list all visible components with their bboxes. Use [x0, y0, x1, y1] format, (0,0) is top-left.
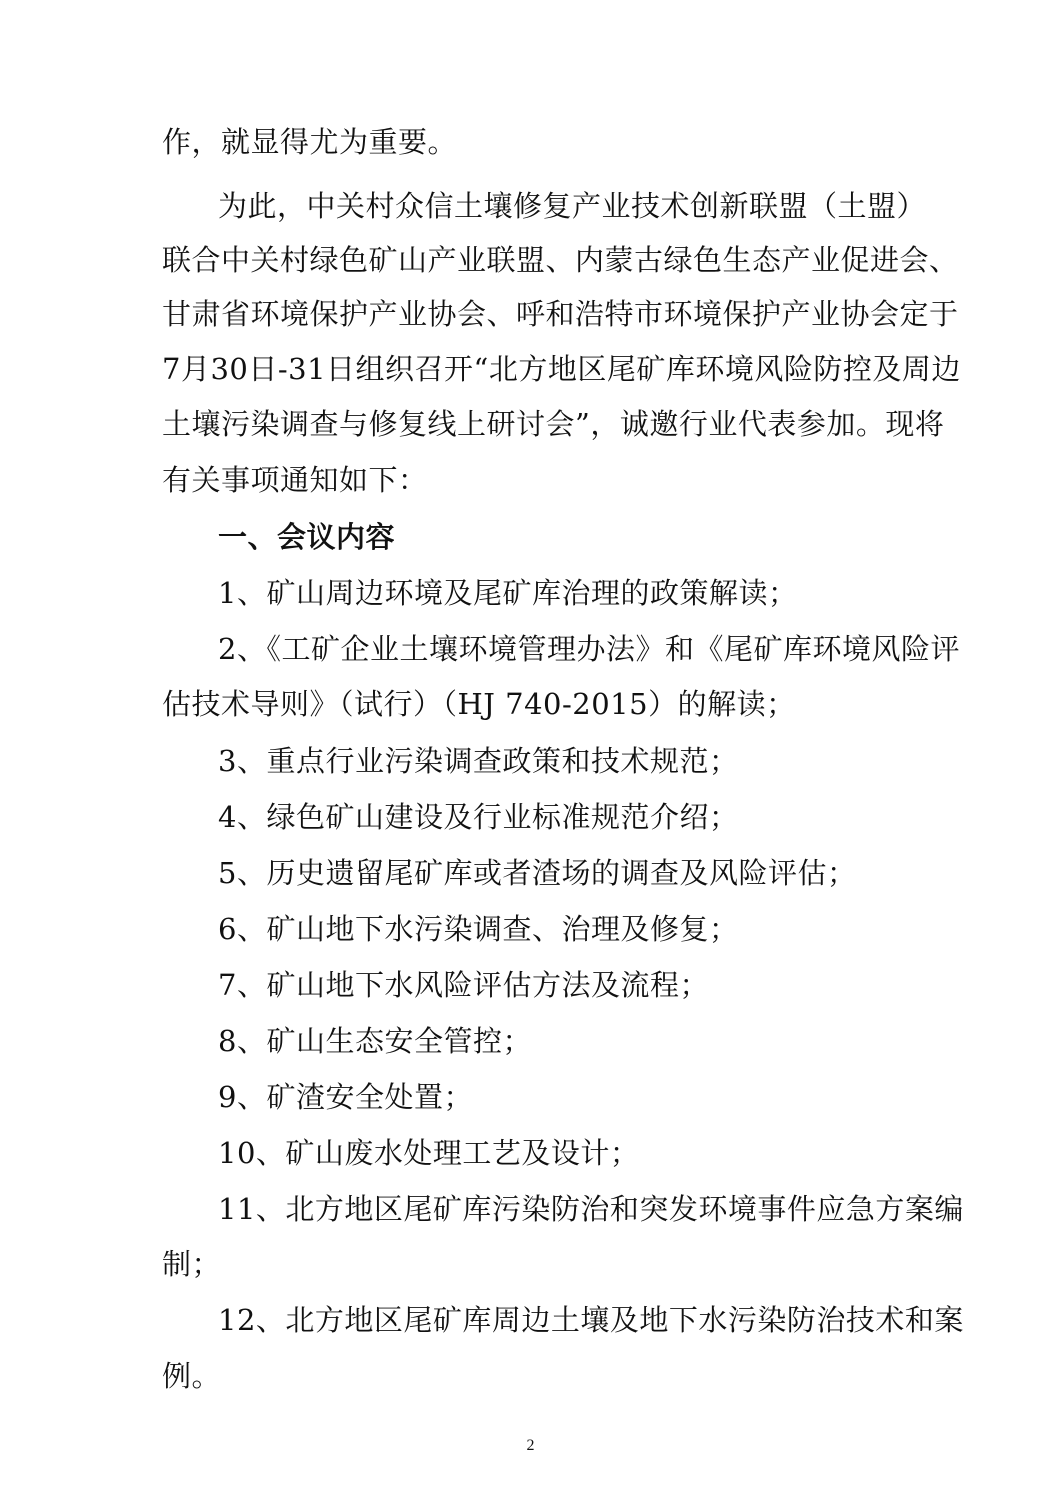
paragraph-line: 7月30日-31日组织召开“北方地区尾矿库环境风险防控及周边 [162, 352, 961, 386]
paragraph-line: 联合中关村绿色矿山产业联盟、内蒙古绿色生态产业促进会、 [162, 243, 959, 277]
list-item: 9、矿渣安全处置； [218, 1080, 473, 1114]
list-item: 1、矿山周边环境及尾矿库治理的政策解读； [218, 576, 798, 610]
list-item: 3、重点行业污染调查政策和技术规范； [218, 744, 739, 778]
section-heading: 一、会议内容 [218, 520, 396, 554]
paragraph-line: 为此，中关村众信土壤修复产业技术创新联盟（土盟） [218, 189, 927, 223]
paragraph-line: 作，就显得尤为重要。 [162, 125, 458, 159]
paragraph-line: 有关事项通知如下： [162, 463, 428, 497]
page-number: 2 [526, 1437, 535, 1454]
list-item: 5、历史遗留尾矿库或者渣场的调查及风险评估； [218, 856, 857, 890]
list-item: 6、矿山地下水污染调查、治理及修复； [218, 912, 739, 946]
list-item: 11、北方地区尾矿库污染防治和突发环境事件应急方案编 [218, 1192, 964, 1226]
paragraph-line: 土壤污染调查与修复线上研讨会”，诚邀行业代表参加。现将 [162, 407, 945, 441]
list-item: 10、矿山废水处理工艺及设计； [218, 1136, 640, 1170]
list-item: 8、矿山生态安全管控； [218, 1024, 532, 1058]
list-item-continuation: 估技术导则》（试行）（HJ 740-2015）的解读； [162, 687, 796, 721]
paragraph-line: 甘肃省环境保护产业协会、呼和浩特市环境保护产业协会定于 [162, 297, 959, 331]
list-item: 4、绿色矿山建设及行业标准规范介绍； [218, 800, 739, 834]
list-item: 12、北方地区尾矿库周边土壤及地下水污染防治技术和案 [218, 1303, 964, 1337]
list-item-continuation: 制； [162, 1247, 222, 1281]
list-item-continuation: 例。 [162, 1359, 222, 1393]
list-item: 7、矿山地下水风险评估方法及流程； [218, 968, 709, 1002]
list-item: 2、《工矿企业土壤环境管理办法》和《尾矿库环境风险评 [218, 632, 960, 666]
